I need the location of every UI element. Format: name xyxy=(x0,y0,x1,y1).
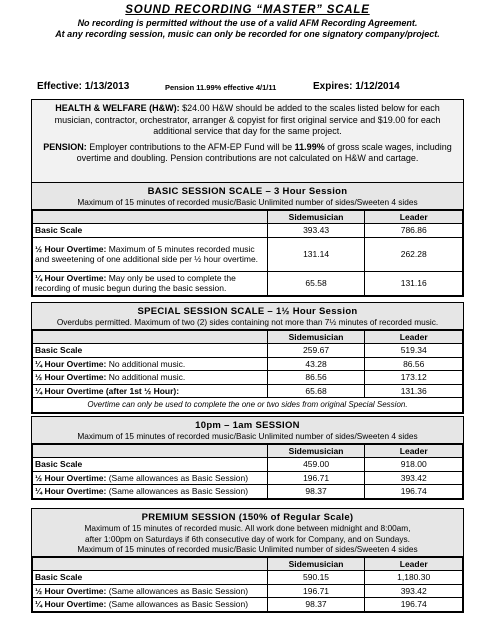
row-label xyxy=(33,598,268,612)
table-row xyxy=(33,571,463,585)
basic-session-subheading: Maximum of 15 minutes of recorded music/Basic Unlimited number of sides/Sweeten 4 sides xyxy=(77,197,418,207)
table-row xyxy=(33,384,463,398)
row-label-bold: ¼ Hour Overtime (after 1st ½ Hour): xyxy=(35,385,180,396)
basic-session-heading: BASIC SESSION SCALE – 3 Hour Session xyxy=(147,186,348,197)
leader-value: 519.34 xyxy=(365,344,463,358)
sidemusician-value: 65.68 xyxy=(267,384,365,398)
expires-date: Expires: 1/12/2014 xyxy=(313,81,400,92)
blank-cell xyxy=(33,444,268,458)
column-header-leader: Leader xyxy=(365,330,463,344)
row-label xyxy=(33,224,268,238)
leader-value: 918.00 xyxy=(365,458,463,472)
column-header-leader: Leader xyxy=(365,210,463,224)
row-label xyxy=(33,485,268,499)
document-subtitle xyxy=(0,18,495,40)
document-title: SOUND RECORDING “MASTER” SCALE xyxy=(125,4,370,16)
row-label-bold: ¼ Hour Overtime: xyxy=(35,272,107,283)
column-header-leader: Leader xyxy=(365,557,463,571)
table-row xyxy=(33,224,463,238)
leader-value: 196.74 xyxy=(365,485,463,499)
row-label xyxy=(33,458,268,472)
row-label xyxy=(33,271,268,295)
table-header-row xyxy=(33,444,463,458)
pension-body-1: Employer contributions to the AFM-EP Fund will be xyxy=(86,141,295,152)
pension-note: Pension 11.99% effective 4/1/11 xyxy=(165,83,277,92)
health-welfare-body: $24.00 H&W should be added to the scales listed below for each musician, contractor, orchestrator, arranger & copyist for first original service and $19.00 for each additional service that day for the same project. xyxy=(54,103,441,136)
leader-value: 393.42 xyxy=(365,584,463,598)
table-row xyxy=(33,458,463,472)
row-label-bold: ¼ Hour Overtime: xyxy=(35,599,107,609)
row-label-bold: ½ Hour Overtime: xyxy=(35,585,107,596)
late-session-heading: 10pm – 1am SESSION xyxy=(195,420,300,431)
table-header-row xyxy=(33,557,463,571)
special-session-subheading: Overdubs permitted. Maximum of two (2) sides containing not more than 7½ minutes of recorded music. xyxy=(56,317,439,327)
leader-value: 86.56 xyxy=(365,357,463,371)
blank-cell xyxy=(33,210,268,224)
table-row xyxy=(33,271,463,295)
sidemusician-value: 86.56 xyxy=(267,371,365,385)
row-label-text: No additional music. xyxy=(106,358,186,369)
row-label-bold: Basic Scale xyxy=(35,225,83,235)
sidemusician-value: 259.67 xyxy=(267,344,365,358)
table-row xyxy=(33,398,463,413)
special-session-heading: SPECIAL SESSION SCALE – 1½ Hour Session xyxy=(137,306,358,317)
row-label-text: (Same allowances as Basic Session) xyxy=(106,585,249,596)
row-label-text: May only be used to complete the recording of music begun during the basic session. xyxy=(35,272,236,293)
column-header-sidemusician: Sidemusician xyxy=(267,444,365,458)
row-label-text: (Same allowances as Basic Session) xyxy=(106,486,249,496)
sidemusician-value: 196.71 xyxy=(267,584,365,598)
basic-session-section xyxy=(31,182,464,297)
row-label-bold: Basic Scale xyxy=(35,459,83,469)
row-label-bold: Basic Scale xyxy=(35,345,83,355)
row-label xyxy=(33,371,268,385)
dates-row xyxy=(37,81,467,95)
subtitle-line-1: No recording is permitted without the use of a valid AFM Recording Agreement. xyxy=(77,18,418,28)
leader-value: 131.36 xyxy=(365,384,463,398)
sidemusician-value: 65.58 xyxy=(267,271,365,295)
pension-text xyxy=(38,142,457,165)
premium-session-subheading-2: after 1:00pm on Saturdays if 6th consecutive day of work for Company, and on Sundays. xyxy=(85,533,410,544)
sidemusician-value: 393.43 xyxy=(267,224,365,238)
sidemusician-value: 43.28 xyxy=(267,357,365,371)
late-session-section xyxy=(31,416,464,500)
leader-value: 196.74 xyxy=(365,598,463,612)
row-label-bold: ¼ Hour Overtime: xyxy=(35,486,107,496)
table-header-row xyxy=(33,210,463,224)
premium-session-header xyxy=(32,509,463,557)
row-label-text: (Same allowances as Basic Session) xyxy=(106,599,249,609)
effective-date: Effective: 1/13/2013 xyxy=(37,81,130,92)
blank-cell xyxy=(33,557,268,571)
table-row xyxy=(33,371,463,385)
row-label xyxy=(33,471,268,485)
leader-value: 1,180.30 xyxy=(365,571,463,585)
sidemusician-value: 590.15 xyxy=(267,571,365,585)
row-label xyxy=(33,384,268,398)
table-header-row xyxy=(33,330,463,344)
row-label xyxy=(33,571,268,585)
table-row xyxy=(33,598,463,612)
row-label-text: No additional music. xyxy=(106,372,186,382)
sidemusician-value: 459.00 xyxy=(267,458,365,472)
row-label-bold: ½ Hour Overtime: xyxy=(35,243,107,254)
row-label-text: Maximum of 5 minutes recorded music and sweetening of one additional side per ½ hour overtime. xyxy=(35,243,259,264)
subtitle-line-2: At any recording session, music can only be recorded for one signatory company/project. xyxy=(55,29,440,39)
late-session-subheading: Maximum of 15 minutes of recorded music/Basic Unlimited number of sides/Sweeten 4 sides xyxy=(77,431,418,441)
row-label-bold: ½ Hour Overtime: xyxy=(35,372,107,382)
table-row xyxy=(33,584,463,598)
health-welfare-text xyxy=(38,103,457,138)
leader-value: 786.86 xyxy=(365,224,463,238)
row-label-bold: Basic Scale xyxy=(35,572,83,582)
row-label xyxy=(33,237,268,271)
special-session-header xyxy=(32,303,463,330)
sidemusician-value: 196.71 xyxy=(267,471,365,485)
leader-value: 262.28 xyxy=(365,237,463,271)
basic-session-table xyxy=(32,210,463,296)
health-welfare-label: HEALTH & WELFARE (H&W): xyxy=(55,103,180,113)
leader-value: 131.16 xyxy=(365,271,463,295)
sidemusician-value: 131.14 xyxy=(267,237,365,271)
special-session-note: Overtime can only be used to complete the one or two sides from original Special Session. xyxy=(33,398,463,413)
table-row xyxy=(33,485,463,499)
column-header-leader: Leader xyxy=(365,444,463,458)
special-session-section xyxy=(31,302,464,414)
table-row xyxy=(33,237,463,271)
pension-label: PENSION: xyxy=(43,141,87,152)
column-header-sidemusician: Sidemusician xyxy=(267,210,365,224)
sidemusician-value: 98.37 xyxy=(267,598,365,612)
row-label xyxy=(33,357,268,371)
sidemusician-value: 98.37 xyxy=(267,485,365,499)
row-label-bold: ¼ Hour Overtime: xyxy=(35,358,107,369)
pension-percent: 11.99% xyxy=(294,141,325,152)
leader-value: 173.12 xyxy=(365,371,463,385)
late-session-header xyxy=(32,417,463,444)
blank-cell xyxy=(33,330,268,344)
row-label-text: (Same allowances as Basic Session) xyxy=(106,472,249,483)
premium-session-subheading-1: Maximum of 15 minutes of recorded music. All work done between midnight and 8:00am, xyxy=(84,523,411,533)
row-label xyxy=(33,584,268,598)
premium-session-section xyxy=(31,508,464,613)
special-session-table xyxy=(32,330,463,414)
premium-session-subheading-3: Maximum of 15 minutes of recorded music/Basic Unlimited number of sides/Sweeten 4 sides xyxy=(77,544,418,554)
column-header-sidemusician: Sidemusician xyxy=(267,330,365,344)
late-session-table xyxy=(32,444,463,499)
premium-session-table xyxy=(32,557,463,612)
row-label-bold: ½ Hour Overtime: xyxy=(35,472,107,483)
row-label xyxy=(33,344,268,358)
table-row xyxy=(33,344,463,358)
basic-session-header xyxy=(32,183,463,210)
table-row xyxy=(33,357,463,371)
health-welfare-box xyxy=(31,99,464,183)
table-row xyxy=(33,471,463,485)
premium-session-heading: PREMIUM SESSION (150% of Regular Scale) xyxy=(141,512,354,523)
pension-body-2: of gross scale wages, including overtime and doubling. Pension contributions are not calculated on H&W and cartage. xyxy=(76,141,452,163)
leader-value: 393.42 xyxy=(365,471,463,485)
column-header-sidemusician: Sidemusician xyxy=(267,557,365,571)
